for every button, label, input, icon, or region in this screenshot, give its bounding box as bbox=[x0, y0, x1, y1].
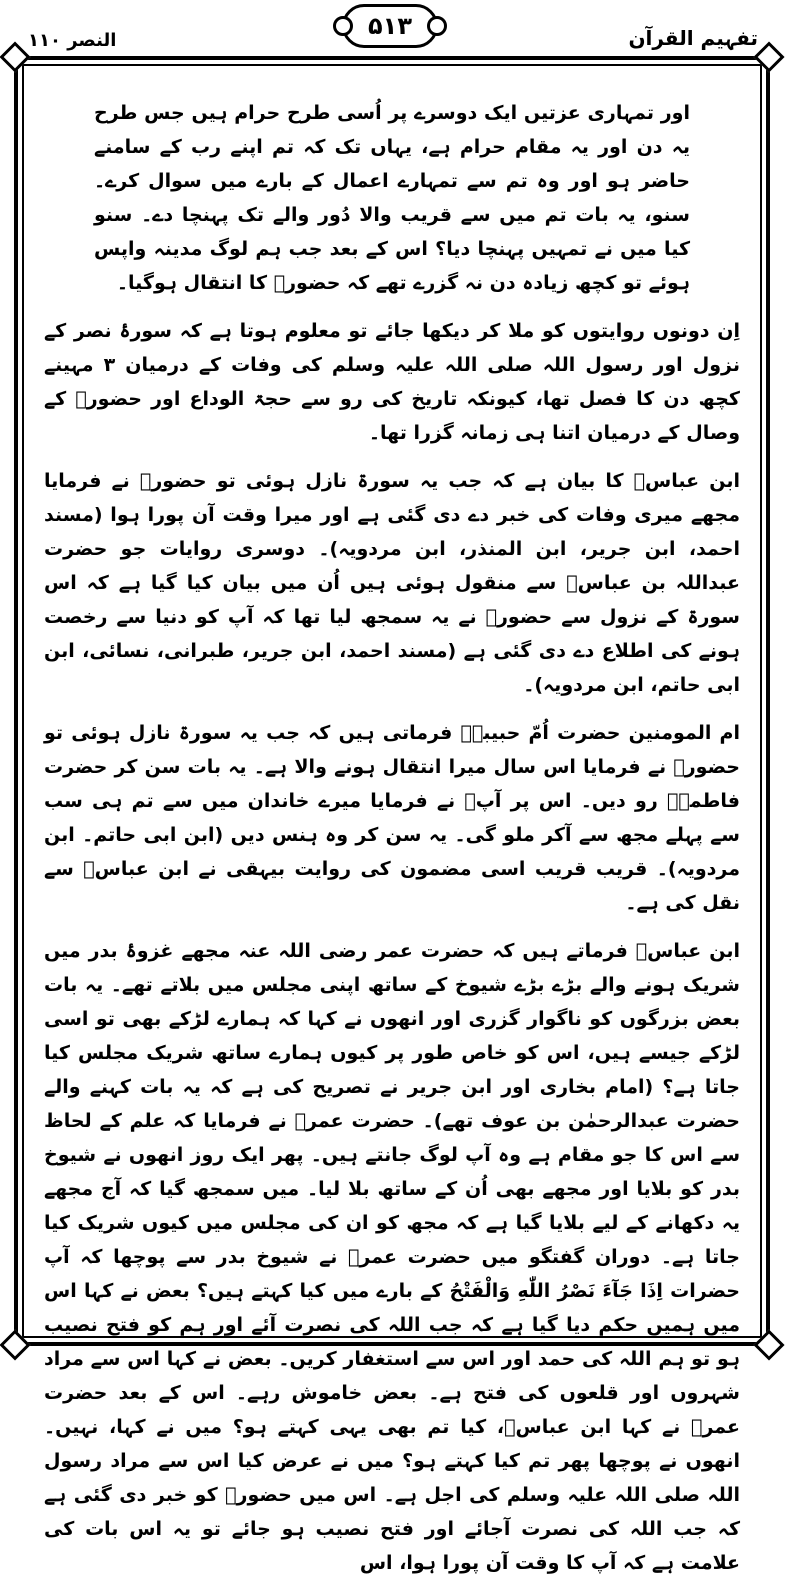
paragraph-hadith-continuation: اور تمہاری عزتیں ایک دوسرے پر اُسی طرح حرام ہیں جس طرح یہ دن اور یہ مقام حرام ہے، یہاں تک کہ تم اپنے رب کے سامنے حاضر ہو اور وہ تم سے تمہارے اعمال کے بارے میں سوال کرے۔ سنو، یہ بات تم میں سے قریب والا دُور والے تک پہنچا دے۔ سنو کیا میں نے تمہیں پہنچا دیا؟ اس کے بعد جب ہم لوگ مدینہ واپس ہوئے تو کچھ زیادہ دن نہ گزرے تھے کہ حضورؐ کا انتقال ہوگیا۔ bbox=[94, 102, 690, 294]
surah-reference: النصر ۱۱۰ bbox=[28, 30, 117, 51]
page-number: ۵۱۳ bbox=[368, 12, 412, 40]
page-body-text bbox=[44, 96, 740, 1574]
paragraph-ibn-abbas-narration: ابن عباسؓ کا بیان ہے کہ جب یہ سورۃ نازل ہوئی تو حضورؐ نے فرمایا مجھے میری وفات کی خبر دے دی گئی ہے اور میرا وقت آن پورا ہوا (مسند احمد، ابن جریر، ابن المنذر، ابن مردویہ)۔ دوسری روایات جو حضرت عبداللہ بن عباسؓ سے منقول ہوئی ہیں اُن میں بیان کیا گیا ہے کہ اس سورۃ کے نزول سے حضورؐ نے یہ سمجھ لیا تھا کہ آپ کو دنیا سے رخصت ہونے کی اطلاع دے دی گئی ہے (مسند احمد، ابن جریر، طبرانی، نسائی، ابن ابی حاتم، ابن مردویہ)۔ bbox=[44, 470, 740, 696]
book-title: تفہیم القرآن bbox=[628, 26, 758, 50]
paragraph-umar-majlis: ابن عباسؓ فرماتے ہیں کہ حضرت عمر رضی اللہ عنہ مجھے غزوۂ بدر میں شریک ہونے والے بڑے بڑے شیوخ کے ساتھ اپنی مجلس میں بلاتے تھے۔ یہ بات بعض بزرگوں کو ناگوار گزری اور انھوں نے کہا کہ ہمارے لڑکے بھی تو اسی لڑکے جیسے ہیں، اس کو خاص طور پر کیوں ہمارے ساتھ شریک مجلس کیا جاتا ہے؟ (امام بخاری اور ابن جریر نے تصریح کی ہے کہ یہ بات کہنے والے حضرت عبدالرحمٰن بن عوف تھے)۔ حضرت عمرؓ نے فرمایا کہ علم کے لحاظ سے اس کا جو مقام ہے وہ آپ لوگ جانتے ہیں۔ پھر ایک روز انھوں نے شیوخ بدر کو بلایا اور مجھے بھی اُن کے ساتھ بلا لیا۔ میں سمجھ گیا کہ آج مجھے یہ دکھانے کے لیے بلایا گیا ہے کہ مجھ کو ان کی مجلس میں کیوں شریک کیا جاتا ہے۔ دوران گفتگو میں حضرت عمرؓ نے شیوخ بدر سے پوچھا کہ آپ حضرات اِذَا جَآءَ نَصْرُ اللّٰهِ وَالْفَتْحُ کے بارے میں کیا کہتے ہیں؟ بعض نے کہا اس میں ہمیں حکم دیا گیا ہے کہ جب اللہ کی نصرت آئے اور ہم کو فتح نصیب ہو تو ہم اللہ کی حمد اور اس سے استغفار کریں۔ بعض نے کہا اس سے مراد شہروں اور قلعوں کی فتح ہے۔ بعض خاموش رہے۔ اس کے بعد حضرت عمرؓ نے کہا ابن عباسؓ، کیا تم بھی یہی کہتے ہو؟ میں نے کہا، نہیں۔ انھوں نے پوچھا پھر تم کیا کہتے ہو؟ میں نے عرض کیا اس سے مراد رسول اللہ صلی اللہ علیہ وسلم کی اجل ہے۔ اس میں حضورؐ کو خبر دی گئی ہے کہ جب اللہ کی نصرت آجائے اور فتح نصیب ہو جائے تو یہ اس بات کی علامت ہے کہ آپ کا وقت آن پورا ہوا، اس bbox=[44, 940, 740, 1574]
page-number-badge bbox=[342, 4, 438, 48]
paragraph-umm-habiba-narration: ام المومنین حضرت اُمّ حبیبہؓ فرماتی ہیں کہ جب یہ سورۃ نازل ہوئی تو حضورؐ نے فرمایا اس سال میرا انتقال ہونے والا ہے۔ یہ بات سن کر حضرت فاطمہؓ رو دیں۔ اس پر آپؐ نے فرمایا میرے خاندان میں سے تم ہی سب سے پہلے مجھ سے آکر ملو گی۔ یہ سن کر وہ ہنس دیں (ابن ابی حاتم۔ ابن مردویہ)۔ قریب قریب اسی مضمون کی روایت بیہقی نے ابن عباسؓ سے نقل کی ہے۔ bbox=[44, 722, 740, 914]
paragraph-timeline: اِن دونوں روایتوں کو ملا کر دیکھا جائے تو معلوم ہوتا ہے کہ سورۂ نصر کے نزول اور رسول اللہ صلی اللہ علیہ وسلم کی وفات کے درمیان ۳ مہینے کچھ دن کا فصل تھا، کیونکہ تاریخ کی رو سے حجۃ الوداع اور حضورؐ کے وصال کے درمیان اتنا ہی زمانہ گزرا تھا۔ bbox=[44, 320, 740, 444]
page-header bbox=[0, 0, 784, 56]
